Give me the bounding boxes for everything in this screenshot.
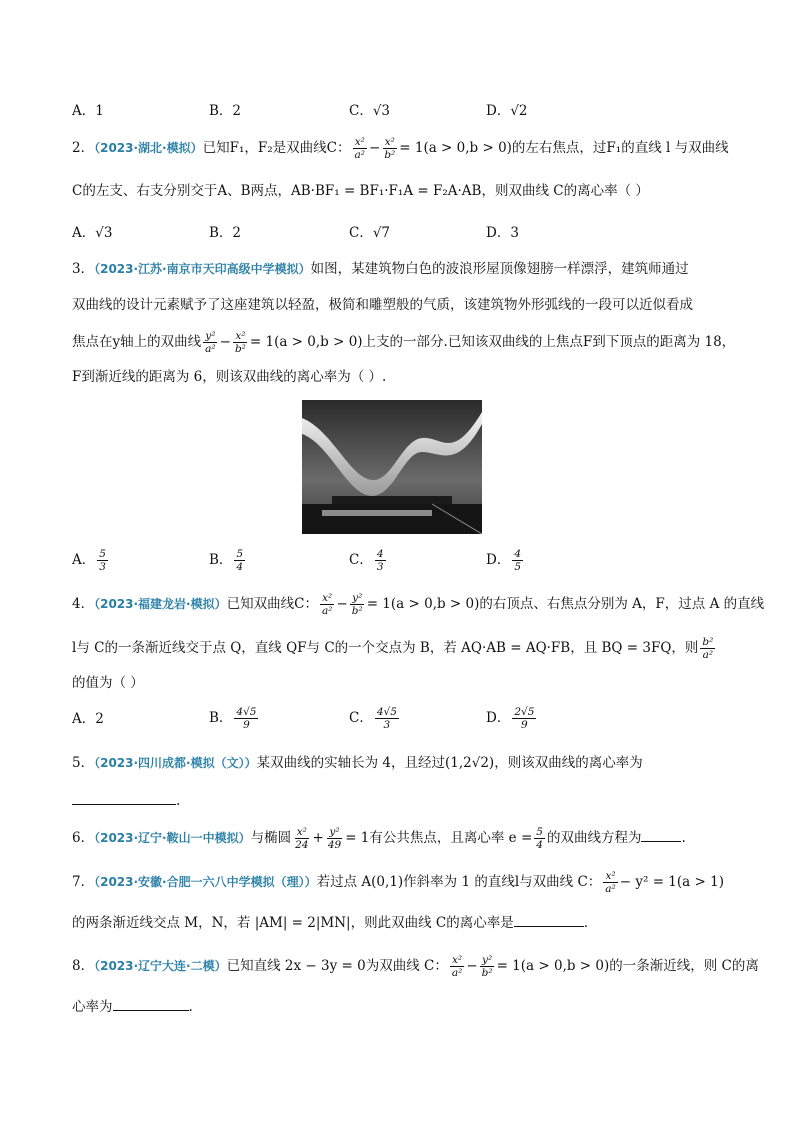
q4-option-d: D． $\frac{2√5}{9}$	[486, 706, 535, 731]
q4-option-b: B． $\frac{4√5}{9}$	[209, 706, 257, 731]
q2-option-d: D．3	[486, 225, 519, 241]
q4-frac1: $\frac{\text{x²}}{\text{a²}}$	[321, 592, 333, 617]
q2-line1: 2．（2023·湖北·模拟）已知F₁，F₂是双曲线C： $\frac{\text{x²}}{\text{a²}}$ − $\frac{\text{x²}}{\text{b²}}$ = 1(a > 0,b > 0)的左右焦点，过F₁的直线 l 与双曲线	[72, 136, 729, 161]
q8-number: 8．	[72, 958, 95, 974]
q3-line1	[72, 258, 689, 280]
q4-option-c: C． $\frac{4√5}{3}$	[349, 706, 397, 731]
q4-frac3: $\frac{\text{b²}}{\text{a²}}$	[702, 636, 714, 661]
q7-answer-blank[interactable]	[514, 912, 584, 927]
q4-number: 4．	[72, 596, 95, 612]
q1-option-b: B．2	[209, 103, 242, 119]
q2-text-b: = 1(a > 0,b > 0)的左右焦点，过F₁的直线 l 与双曲线	[399, 140, 729, 156]
q3-frac2: $\frac{\text{x²}}{\text{b²}}$	[234, 330, 246, 355]
q3-option-a: A． $\frac{5}{3}$	[72, 548, 106, 573]
q5-line2: .	[72, 790, 180, 812]
q4-option-a: A．2	[72, 711, 104, 727]
q3-option-d: D． $\frac{4}{5}$	[486, 548, 522, 573]
q2-option-c: C．√7	[349, 225, 391, 241]
q7-number: 7．	[72, 874, 95, 890]
q7-line1: 7．（2023·安徽·合肥一六八中学模拟（理））若过点 A(0,1)作斜率为 1 的直线l与双曲线 C： $\frac{\text{x²}}{\text{a²}}$ − y² = 1(a > 1)	[72, 870, 724, 895]
q4-line2: l与 C的一条渐近线交于点 Q，直线 QF与 C的一个交点为 B，若 AQ·AB = AQ·FB，且 BQ = 3FQ，则 $\frac{\text{b²}}{\text{a²}}$	[72, 636, 714, 661]
q4-line3: 的值为（ ）	[72, 675, 144, 691]
q5-source: （2023·四川成都·模拟（文））	[94, 756, 257, 770]
q3-option-b: B． $\frac{5}{4}$	[209, 548, 244, 573]
q3-line4: F到渐近线的距离为 6，则该双曲线的离心率为（ ）.	[72, 369, 387, 385]
q2-number: 2．	[72, 140, 95, 156]
q4-line1: 4．（2023·福建龙岩·模拟）已知双曲线C： $\frac{\text{x²}}{\text{a²}}$ − $\frac{\text{y²}}{\text{b²}}$ = 1(a > 0,b > 0)的右顶点、右焦点分别为 A，F，过点 A 的直线	[72, 592, 765, 617]
q8-answer-blank[interactable]	[113, 996, 189, 1011]
q5-answer-blank[interactable]	[72, 790, 176, 805]
q6-answer-blank[interactable]	[641, 827, 681, 842]
q7-line2: 的两条渐近线交点 M，N，若 |AM| = 2|MN|，则此双曲线 C的离心率是 .	[72, 912, 588, 934]
q8-source: （2023·辽宁大连·二模）	[94, 959, 227, 973]
q2-text: 已知F₁，F₂是双曲线C：	[202, 140, 351, 156]
q3-text: 如图，某建筑物白色的波浪形屋顶像翅膀一样漂浮，建筑师通过	[310, 261, 689, 277]
q7-source: （2023·安徽·合肥一六八中学模拟（理））	[94, 875, 317, 889]
q8-line2: 心率为 .	[72, 996, 193, 1018]
building-photo	[302, 400, 482, 534]
q8-line1: 8．（2023·辽宁大连·二模）已知直线 2x − 3y = 0为双曲线 C： $\frac{\text{x²}}{\text{a²}}$ − $\frac{\text{y²}}{\text{b²}}$ = 1(a > 0,b > 0)的一条渐近线，则 C的离	[72, 954, 759, 979]
q4-frac2: $\frac{\text{y²}}{\text{b²}}$	[351, 592, 363, 617]
q3-frac1: $\frac{\text{y²}}{\text{a²}}$	[205, 330, 216, 355]
q5-line1: 5．（2023·四川成都·模拟（文））某双曲线的实轴长为 4，且经过(1,2√2)，则该双曲线的离心率为	[72, 755, 643, 771]
q2-option-a: A．√3	[72, 225, 113, 241]
q3-line2: 双曲线的设计元素赋予了这座建筑以轻盈，极简和雕塑般的气质，该建筑物外形弧线的一段可以近似看成	[72, 297, 693, 313]
q2-frac1: $\frac{\text{x²}}{\text{a²}}$	[354, 136, 365, 161]
q6-source: （2023·辽宁·鞍山一中模拟）	[94, 831, 251, 845]
q3-number: 3．	[72, 261, 95, 277]
q2-option-b: B．2	[209, 225, 242, 241]
q2-line2: C的左支、右支分别交于A、B两点，AB·BF₁ = BF₁·F₁A = F₂A·AB，则双曲线 C的离心率（ ）	[72, 183, 649, 199]
q5-number: 5．	[72, 755, 95, 771]
q4-source: （2023·福建龙岩·模拟）	[94, 597, 227, 611]
q3-source: （2023·江苏·南京市天印高级中学模拟）	[94, 262, 311, 276]
q1-option-a: A．1	[72, 103, 104, 119]
q1-option-d: D．√2	[486, 103, 528, 119]
q3-option-c: C． $\frac{4}{3}$	[349, 548, 384, 573]
q6-number: 6．	[72, 830, 95, 846]
q1-option-c: C．√3	[349, 103, 391, 119]
q6-line1: 6．（2023·辽宁·鞍山一中模拟）与椭圆 $\frac{\text{x²}}{24}$ + $\frac{\text{y²}}{49}$ = 1有公共焦点，且离心率 e = $\frac{5}{4}$ 的双曲线方程为 .	[72, 826, 686, 851]
q2-frac2: $\frac{\text{x²}}{\text{b²}}$	[384, 136, 396, 161]
q3-line3: 焦点在y轴上的双曲线 $\frac{\text{y²}}{\text{a²}}$ − $\frac{\text{x²}}{\text{b²}}$ = 1(a > 0,b > 0)上支的一部分.已知该双曲线的上焦点F到下顶点的距离为 18，	[72, 330, 736, 355]
q2-source: （2023·湖北·模拟）	[94, 141, 203, 155]
